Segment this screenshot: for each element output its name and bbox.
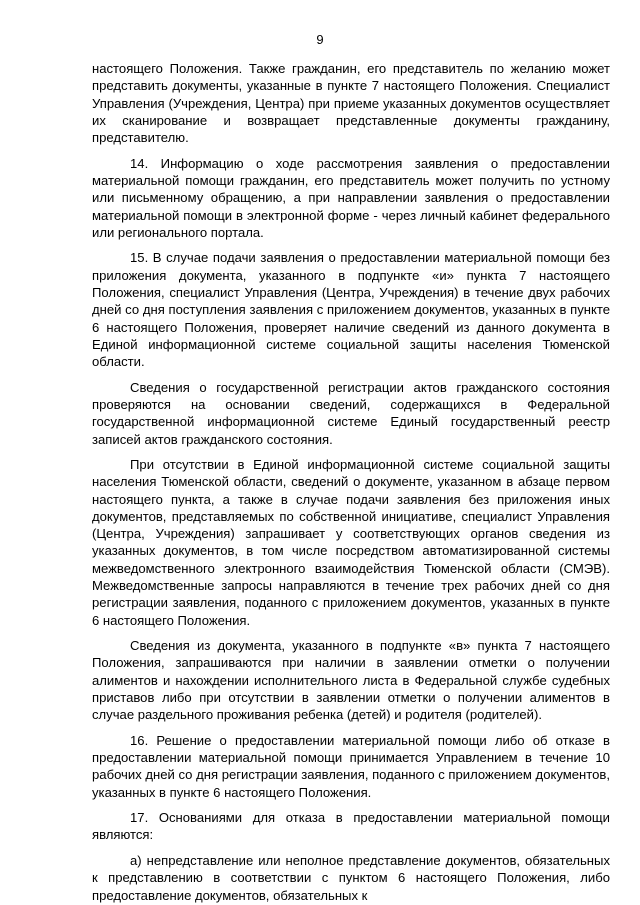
- paragraph-alimony-info: Сведения из документа, указанного в подпункте «в» пункта 7 настоящего Положения, запрашиваются при наличии в заявлении отметки о получении алиментов и нахождении исполнительного листа в Федеральной службе судебных приставов либо при отсутствии в заявлении отметки о получении алиментов в случае раздельного проживания ребенка (детей) и родителя (родителей).: [92, 638, 610, 723]
- paragraph-item-16: 16. Решение о предоставлении материальной помощи либо об отказе в предоставлении материальной помощи принимается Управлением в течение 10 рабочих дней со дня регистрации заявления, поданного с приложением документов, указанных в пункте 6 настоящего Положения.: [92, 732, 610, 800]
- paragraph-continuation: настоящего Положения. Также гражданин, его представитель по желанию может представить документы, указанные в пункте 7 настоящего Положения. Специалист Управления (Учреждения, Центра) при приеме указанных документов осуществляет их сканирование и возвращает представленные документы гражданину, представителю.: [92, 61, 610, 146]
- document-body: [92, 60, 610, 904]
- paragraph-item-15: 15. В случае подачи заявления о предоставлении материальной помощи без приложения документа, указанного в подпункте «и» пункта 7 настоящего Положения, специалист Управления (Центра, Учреждения) в течение двух рабочих дней со дня поступления заявления с приложением документов, указанных в пункте 6 настоящего Положения, проверяет наличие сведений из данного документа в Единой информационной системе социальной защиты населения Тюменской области.: [92, 250, 610, 370]
- paragraph-civil-registration: Сведения о государственной регистрации актов гражданского состояния проверяются на основании сведений, содержащихся в Федеральной государственной информационной системе Единый государственный реестр записей актов гражданского состояния.: [92, 379, 610, 447]
- paragraph-item-14: 14. Информацию о ходе рассмотрения заявления о предоставлении материальной помощи гражданин, его представитель может получить по устному или письменному обращению, а при направлении заявления о предоставлении материальной помощи в электронной форме - через личный кабинет федерального или регионального портала.: [92, 155, 610, 240]
- page-number: 9: [316, 32, 324, 47]
- paragraph-item-17: 17. Основаниями для отказа в предоставлении материальной помощи являются:: [92, 810, 610, 843]
- paragraph-interagency-requests: При отсутствии в Единой информационной системе социальной защиты населения Тюменской области, сведений о документе, указанном в абзаце первом настоящего пункта, а также в случае подачи заявления без приложения иных документов, представляемых по собственной инициативе, специалист Управления (Центра, Учреждения) запрашивает у соответствующих органов сведения из указанных документов, в том числе посредством автоматизированной системы межведомственного электронного взаимодействия Тюменской области (СМЭВ). Межведомственные запросы направляются в течение трех рабочих дней со дня регистрации заявления, поданного с приложением документов, указанных в пункте 6 настоящего Положения.: [92, 456, 610, 628]
- paragraph-item-17a: а) непредставление или неполное представление документов, обязательных к представлению в соответствии с пунктом 6 настоящего Положения, либо предоставление документов, обязательных к: [92, 852, 610, 903]
